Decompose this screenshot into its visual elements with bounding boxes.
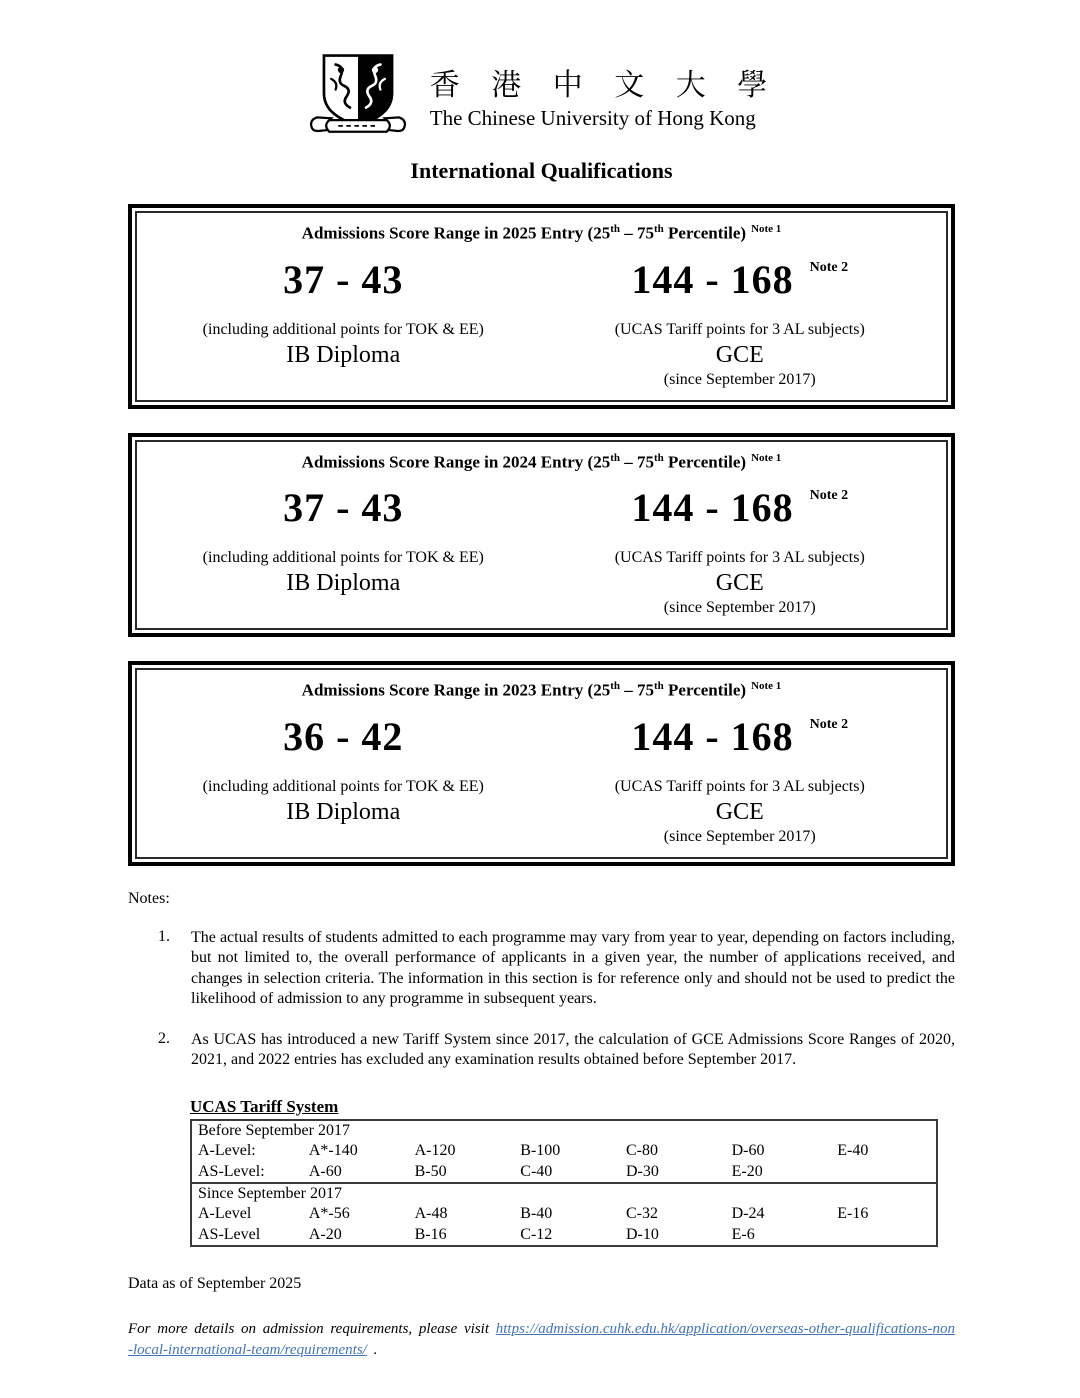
data-date: Data as of September 2025 bbox=[128, 1274, 302, 1292]
ib-label: IB Diploma bbox=[286, 798, 401, 825]
gce-score-range: 144 - 168 $^{Note 2}$ bbox=[631, 256, 849, 302]
row-label: A-Level bbox=[198, 1205, 252, 1223]
gce-subtext: (UCAS Tariff points for 3 AL subjects) bbox=[614, 549, 865, 567]
gce-label: GCE bbox=[715, 570, 764, 597]
score-box-2023 bbox=[128, 661, 955, 866]
gce-label: GCE bbox=[715, 798, 764, 825]
note-item-1 bbox=[158, 928, 955, 1010]
more-details-paragraph bbox=[128, 1319, 955, 1361]
note-number: 2. bbox=[158, 1029, 170, 1047]
table-row: AS-Level: A-60 B-50 C-40 D-30 E-20 bbox=[191, 1162, 937, 1183]
row-label: AS-Level: bbox=[198, 1162, 265, 1180]
cuhk-name-chinese: 香 港 中 文 大 學 bbox=[429, 68, 780, 102]
cuhk-header bbox=[128, 52, 955, 138]
note-1-ref: Note 1 bbox=[751, 451, 782, 464]
row-label: A-Level: bbox=[198, 1142, 256, 1160]
gce-subtext: (UCAS Tariff points for 3 AL subjects) bbox=[614, 777, 865, 795]
ucas-tariff-heading: UCAS Tariff System bbox=[190, 1096, 339, 1116]
row-label: AS-Level bbox=[198, 1225, 261, 1243]
cuhk-logotype bbox=[430, 60, 780, 131]
requirements-link[interactable]: https://admission.cuhk.edu.hk/application/overseas-other-qualifications-non-local-international-team/requirements/ bbox=[128, 1320, 955, 1358]
gce-score-range: 144 - 168 $^{Note 2}$ bbox=[631, 485, 849, 531]
ib-subtext: (including additional points for TOK & EE) bbox=[202, 777, 484, 795]
note-1-ref: Note 1 bbox=[751, 680, 782, 693]
more-details-text: For more details on admission requirements, please visit bbox=[128, 1320, 496, 1337]
gce-column bbox=[542, 244, 939, 390]
ib-label: IB Diploma bbox=[286, 570, 401, 597]
page-title: International Qualifications bbox=[410, 158, 673, 183]
ib-column bbox=[145, 701, 542, 847]
ib-label: IB Diploma bbox=[286, 341, 401, 368]
note-1-ref: Note 1 bbox=[751, 223, 782, 235]
sentence-period: . bbox=[366, 1341, 378, 1358]
note-text: The actual results of students admitted to each programme may vary from year to year, depending on factors including, but not limited to, the overall performance of applicants in a given year, the number of applications received, and changes in selection criteria. The information in this section is for reference only and should not be used to predict the likelihood of admission to any programme in subsequent years. bbox=[191, 928, 955, 1008]
gce-sublabel: (since September 2017) bbox=[663, 599, 816, 617]
section-title: Before September 2017 bbox=[198, 1121, 350, 1139]
ib-column bbox=[145, 472, 542, 618]
table-row: AS-Level A-20 B-16 C-12 D-10 E-6 bbox=[191, 1225, 937, 1246]
gce-sublabel: (since September 2017) bbox=[663, 370, 816, 388]
table-row: A-Level A*-56 A-48 B-40 C-32 D-24 E-16 bbox=[191, 1204, 937, 1225]
gce-sublabel: (since September 2017) bbox=[663, 827, 816, 845]
section-title-row bbox=[191, 1120, 937, 1141]
box-title-2025: Admissions Score Range in 2025 Entry (25th – 75th Percentile) $^{Note 1}$ bbox=[301, 223, 782, 243]
ucas-tariff-table bbox=[190, 1119, 938, 1247]
gce-column bbox=[542, 472, 939, 618]
cuhk-shield-emblem-icon bbox=[304, 52, 412, 138]
box-title-2024: Admissions Score Range in 2024 Entry (25th – 75th Percentile) $^{Note 1}$ bbox=[301, 451, 782, 472]
ib-score-range: 37 - 43 bbox=[283, 256, 404, 302]
ib-score-range: 36 - 42 bbox=[283, 713, 404, 759]
ib-subtext: (including additional points for TOK & EE) bbox=[202, 320, 484, 338]
note-text: As UCAS has introduced a new Tariff System since 2017, the calculation of GCE Admissions Score Ranges of 2020, 2021, and 2022 entries has excluded any examination results obtained before September 2017. bbox=[191, 1030, 955, 1069]
note-2-ref: Note 2 bbox=[809, 716, 849, 732]
cuhk-name-english: The Chinese University of Hong Kong bbox=[429, 105, 756, 130]
box-title-2023: Admissions Score Range in 2023 Entry (25th – 75th Percentile) $^{Note 1}$ bbox=[301, 680, 782, 700]
section-title: Since September 2017 bbox=[191, 1183, 937, 1204]
note-2-ref: Note 2 bbox=[809, 259, 849, 275]
note-2-ref: Note 2 bbox=[809, 488, 849, 504]
gce-label: GCE bbox=[715, 341, 764, 368]
ib-column bbox=[145, 244, 542, 390]
note-item-2 bbox=[158, 1030, 955, 1071]
gce-score-range: 144 - 168 $^{Note 2}$ bbox=[631, 713, 849, 759]
notes-heading: Notes: bbox=[128, 889, 170, 907]
ib-score-range: 37 - 43 bbox=[283, 485, 404, 531]
gce-subtext: (UCAS Tariff points for 3 AL subjects) bbox=[614, 320, 865, 338]
ib-subtext: (including additional points for TOK & EE) bbox=[202, 549, 484, 567]
score-box-2024 bbox=[128, 433, 955, 638]
note-number: 1. bbox=[158, 927, 170, 945]
gce-column bbox=[542, 701, 939, 847]
section-title-row bbox=[191, 1183, 937, 1204]
table-row: A-Level: A*-140 A-120 B-100 C-80 D-60 E-40 bbox=[191, 1141, 937, 1162]
score-box-2025 bbox=[128, 204, 955, 409]
